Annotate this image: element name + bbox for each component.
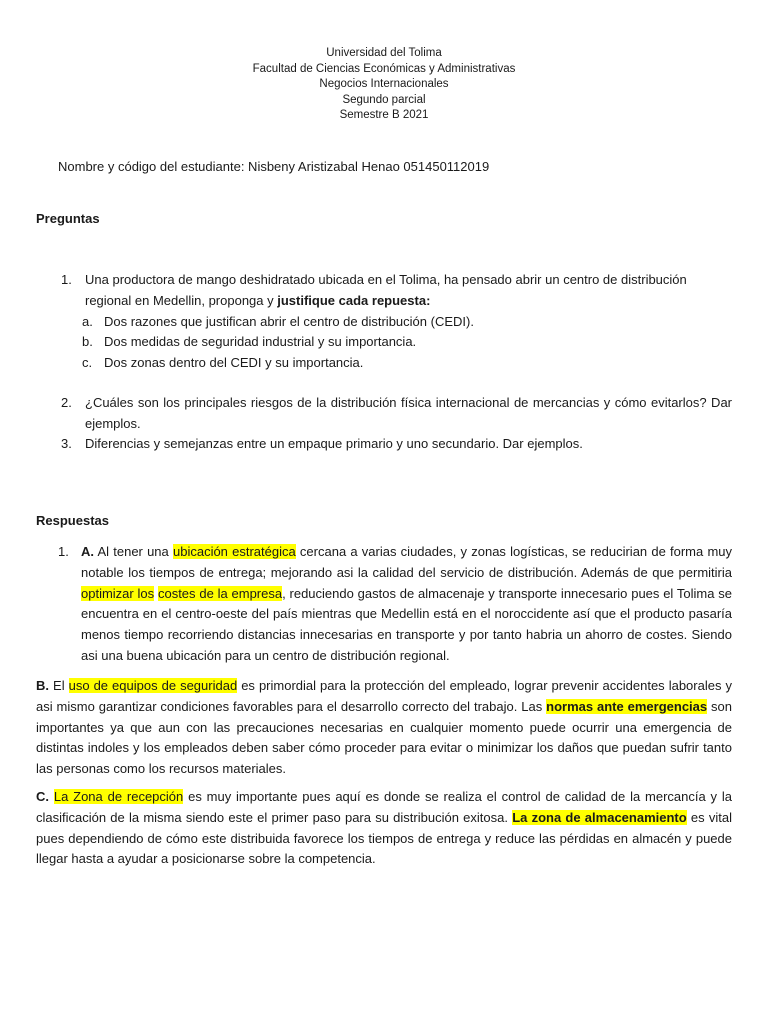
question-1-item-c [82,355,364,370]
item-letter: c. [82,355,93,370]
answer-letter: A. [81,544,94,559]
answer-a [58,542,733,667]
answer-text: Al tener una [94,544,173,559]
answer-c [36,787,732,870]
student-info: Nombre y código del estudiante: Nisbeny Aristizabal Henao 051450112019 [58,159,490,174]
faculty-name: Facultad de Ciencias Económicas y Administrativas [252,62,516,75]
answers-heading: Respuestas [36,513,109,528]
question-number: 3. [61,436,72,451]
answer-text: es vital pues dependiendo de cómo este distribuida favorece los tiempos de entrega y reduce las pérdidas en almacén y puede llegar hasta a ayudar a posicionarse sobre la competencia. [36,809,732,867]
answer-number: 1. [58,544,69,559]
answer-text: El [49,678,69,693]
highlight-equipos: uso de equipos de seguridad [68,678,238,693]
answer-text: , reduciendo gastos de almacenaje y transporte innecesario pues el Tolima se encuentra en el centro-oeste del país mientras que Medellin está en el noroccidente así que el producto pasaría menos tiempo recorriendo distancias innecesarias en transporte y por tanto habria un ahorro de costes. Siendo asi una buena ubicación para un centro de distribución regional. [81,585,732,663]
answer-text: es primordial para la protección del empleado, lograr prevenir accidentes laborales y asi mismo garantizar condiciones favorables para el desarrollo correcto del trabajo. Las [36,678,732,714]
question-text: Diferencias y semejanzas entre un empaque primario y uno secundario. Dar ejemplos. [85,436,583,451]
university-name: Universidad del Tolima [326,47,442,59]
item-text: Dos razones que justifican abrir el centro de distribución (CEDI). [104,314,474,329]
answer-text: es muy importante pues aquí es donde se realiza el control de calidad de la mercancía y la clasificación de la misma siendo este el primer paso para su distribución exitosa. [36,789,732,825]
question-1 [61,270,732,311]
highlight-ubicacion: ubicación estratégica [172,544,296,559]
exam-name: Segundo parcial [342,93,426,106]
question-emphasis: justifique cada repuesta: [277,292,431,308]
document-header [0,46,768,124]
answer-b [36,676,732,780]
question-text: Una productora de mango deshidratado ubicada en el Tolima, ha pensado abrir un centro de distribución regional en Medellin, proponga y [85,272,687,308]
question-2 [61,393,732,434]
item-text: Dos zonas dentro del CEDI y su importancia. [104,355,364,370]
item-letter: a. [82,314,93,329]
highlight-normas: normas ante emergencias [546,698,708,714]
answer-letter: C. [36,789,49,804]
question-3 [61,434,732,455]
program-name: Negocios Internacionales [319,78,449,90]
highlight-costes: costes de la empresa [157,585,283,601]
highlight-almacenamiento: La zona de almacenamiento [512,809,687,825]
question-number: 2. [61,395,72,410]
semester-label: Semestre B 2021 [339,109,429,121]
highlight-recepcion: La Zona de recepción [53,789,184,804]
answer-letter: B. [36,678,49,693]
question-1-item-b [82,334,417,349]
highlight-optimizar: optimizar los [81,585,155,601]
question-1-item-a [82,314,474,329]
question-text: ¿Cuáles son los principales riesgos de la distribución física internacional de mercancias y cómo evitarlos? Dar ejemplos. [85,395,732,431]
item-text: Dos medidas de seguridad industrial y su importancia. [104,334,417,349]
question-number: 1. [61,272,72,287]
answer-text: cercana a varias ciudades, y zonas logísticas, se reducirian de forma muy notable los tiempos de entrega; mejorando asi la calidad del servicio de distribución. Además de que permitiria [81,544,733,580]
answer-text: son importantes ya que aun con las precauciones necesarias en cualquier momento puede ocurrir una emergencia de distintas indoles y los empleados deben saber cómo proceder para evitar o minimizar los daños que puedan sufrir tanto las personas como los recursos materiales. [36,698,733,777]
item-letter: b. [82,334,93,349]
questions-heading: Preguntas [36,211,100,226]
